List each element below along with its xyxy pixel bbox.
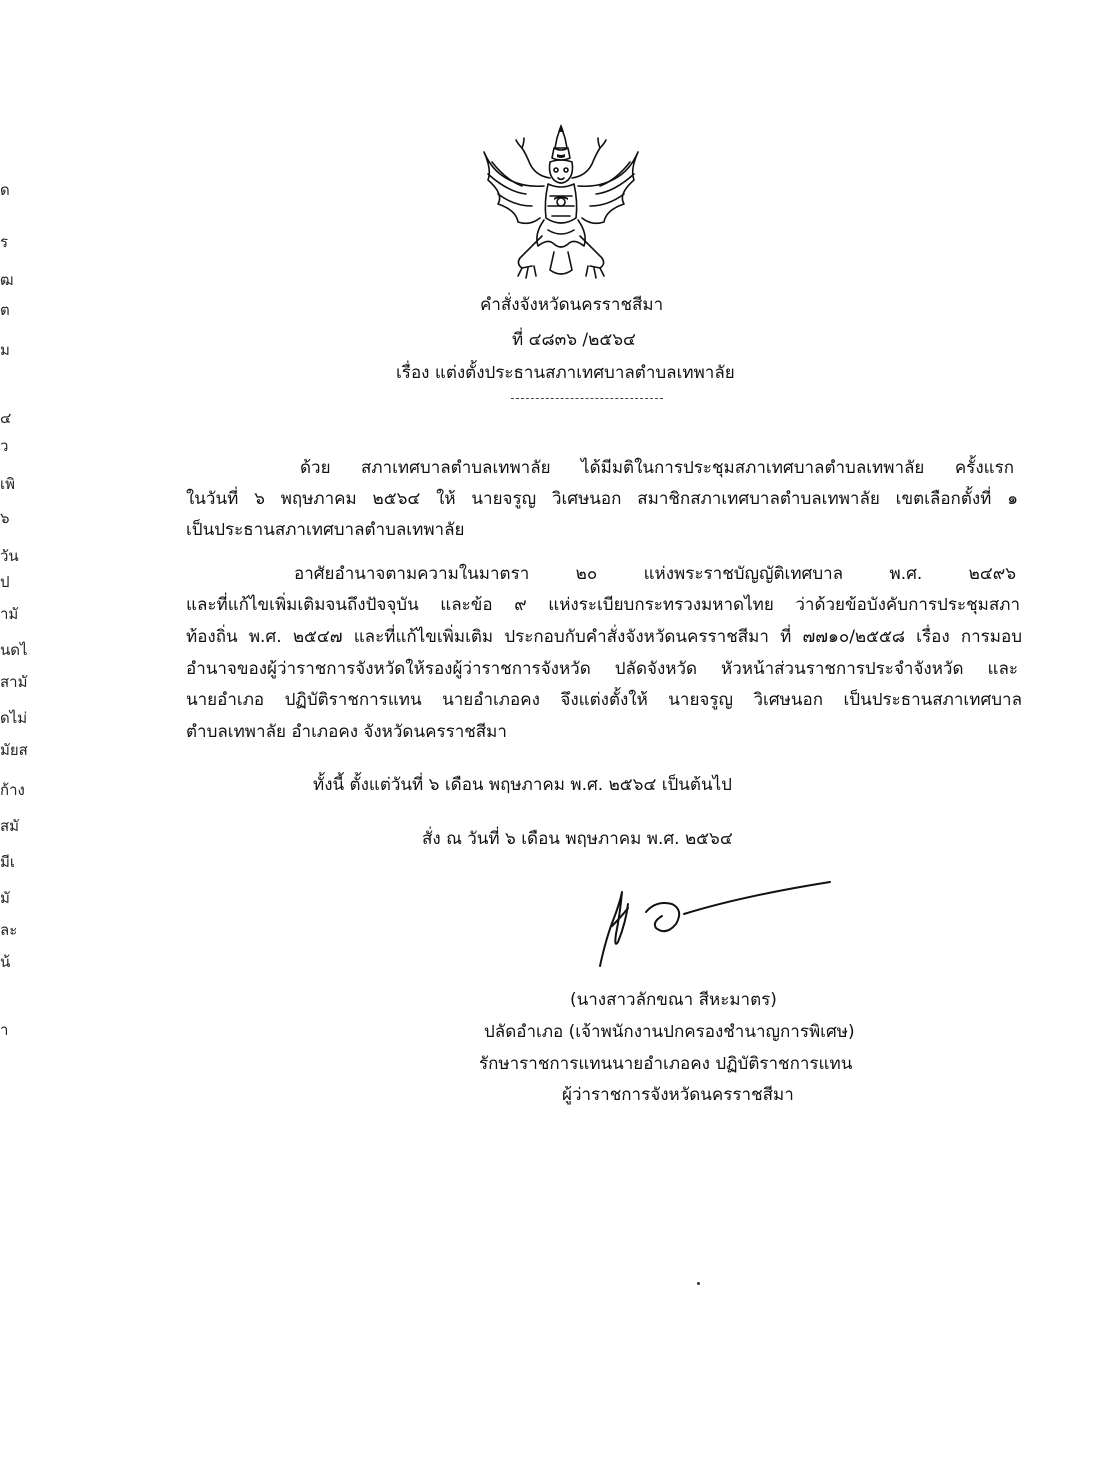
signatory-position-3: ผู้ว่าราชการจังหวัดนครราชสีมา <box>562 1085 794 1105</box>
signatory-name: (นางสาวลักขณา สีหะมาตร) <box>570 990 777 1010</box>
edge-fragment: ร <box>0 233 9 251</box>
edge-fragment: ป <box>0 573 10 591</box>
para1-line2: ในวันที่ ๖ พฤษภาคม ๒๕๖๔ ให้ นายจรูญ วิเศษนอก สมาชิกสภาเทศบาลตำบลเทพาลัย เขตเลือกตั้งที่ ๑ <box>186 489 1018 509</box>
edge-fragment: มีเ <box>0 853 16 871</box>
edge-fragment: สามั <box>0 673 28 691</box>
effective-date: ทั้งนี้ ตั้งแต่วันที่ ๖ เดือน พฤษภาคม พ.ศ. ๒๕๖๔ เป็นต้นไป <box>313 775 732 795</box>
edge-fragment: เพิ <box>0 475 16 493</box>
edge-fragment: ฒ <box>0 271 14 289</box>
edge-fragment: ามั <box>0 605 19 623</box>
order-number: ที่ ๔๘๓๖ /๒๕๖๔ <box>512 330 636 350</box>
edge-fragment: ด <box>0 181 10 199</box>
edge-fragment: มั <box>0 889 10 907</box>
para2-line5: นายอำเภอ ปฏิบัติราชการแทน นายอำเภอคง จึงแต่งตั้งให้ นายจรูญ วิเศษนอก เป็นประธานสภาเทศบาล <box>186 690 1022 710</box>
edge-fragment: วัน <box>0 547 19 565</box>
order-subject: เรื่อง แต่งตั้งประธานสภาเทศบาลตำบลเทพาลัย <box>396 363 735 383</box>
order-title: คำสั่งจังหวัดนครราชสีมา <box>480 295 664 315</box>
edge-fragment: นดไ <box>0 641 28 659</box>
para1-line3: เป็นประธานสภาเทศบาลตำบลเทพาลัย <box>186 520 465 540</box>
para2-line3: ท้องถิ่น พ.ศ. ๒๕๔๗ และที่แก้ไขเพิ่มเติม ประกอบกับคำสั่งจังหวัดนครราชสีมา ที่ ๗๗๑๐/๒๕๕๘ เรื่อง การมอบ <box>186 627 1022 647</box>
para2-line1: อาศัยอำนาจตามความในมาตรา ๒๐ แห่งพระราชบัญญัติเทศบาล พ.ศ. ๒๔๙๖ <box>294 564 1016 584</box>
para2-line6: ตำบลเทพาลัย อำเภอคง จังหวัดนครราชสีมา <box>186 722 507 742</box>
edge-fragment: มัยส <box>0 741 28 759</box>
edge-fragment: ว <box>0 437 9 455</box>
para1-line1: ด้วย สภาเทศบาลตำบลเทพาลัย ได้มีมติในการประชุมสภาเทศบาลตำบลเทพาลัย ครั้งแรก <box>300 458 1014 478</box>
edge-fragment: ละ <box>0 921 18 939</box>
edge-fragment: ๖ <box>0 509 10 527</box>
adjacent-page-edge <box>0 150 26 1050</box>
edge-fragment: น้ <box>0 953 11 971</box>
edge-fragment: ๔ <box>0 409 12 427</box>
handwritten-signature <box>592 878 834 974</box>
signatory-position-2: รักษาราชการแทนนายอำเภอคง ปฏิบัติราชการแทน <box>479 1054 853 1074</box>
edge-fragment: ม <box>0 341 10 359</box>
edge-fragment: ก้าง <box>0 781 25 799</box>
para2-line2: และที่แก้ไขเพิ่มเติมจนถึงปัจจุบัน และข้อ ๙ แห่งระเบียบกระทรวงมหาดไทย ว่าด้วยข้อบังคับการประชุมสภา <box>186 595 1020 615</box>
garuda-emblem-icon <box>478 118 644 286</box>
edge-fragment: ดไม่ <box>0 709 28 727</box>
ordered-date: สั่ง ณ วันที่ ๖ เดือน พฤษภาคม พ.ศ. ๒๕๖๔ <box>422 829 733 849</box>
edge-fragment: า <box>0 1021 9 1039</box>
stray-mark <box>697 1282 700 1285</box>
header-divider <box>511 398 663 399</box>
signatory-position-1: ปลัดอำเภอ (เจ้าพนักงานปกครองชำนาญการพิเศษ) <box>484 1022 855 1042</box>
edge-fragment: ต <box>0 301 10 319</box>
para2-line4: อำนาจของผู้ว่าราชการจังหวัดให้รองผู้ว่าราชการจังหวัด ปลัดจังหวัด หัวหน้าส่วนราชการประจำจังหวัด และ <box>186 659 1018 679</box>
edge-fragment: สมั <box>0 817 20 835</box>
